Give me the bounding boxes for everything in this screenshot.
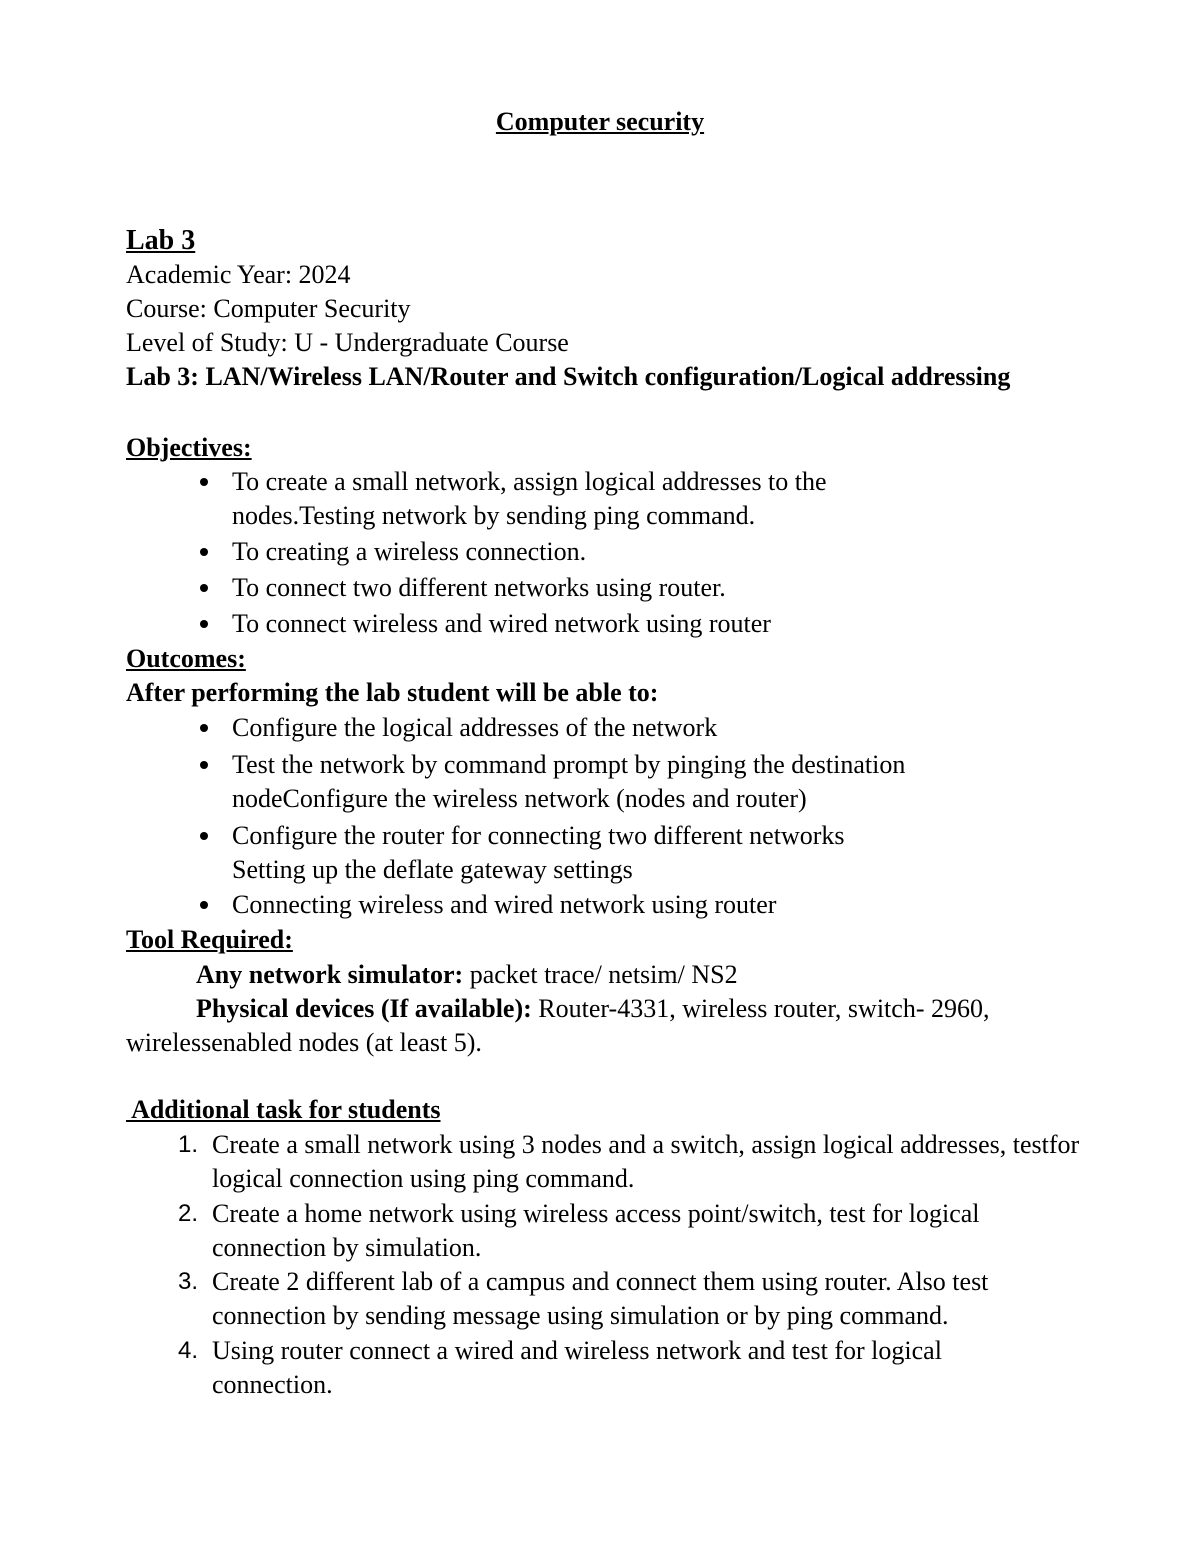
task-4-line-2: connection. — [212, 1370, 333, 1399]
outcome-item-2-line-1: Test the network by command prompt by pinging the destination — [232, 750, 906, 779]
task-1-line-1: Create a small network using 3 nodes and a switch, assign logical addresses, testfor — [212, 1130, 1080, 1159]
task-number: 3. — [178, 1268, 199, 1295]
tools-simulator-line — [196, 958, 738, 992]
objective-item-1-line-2: nodes.Testing network by sending ping command. — [232, 501, 756, 530]
level-of-study: Level of Study: U - Undergraduate Course — [126, 328, 569, 357]
course-line: Course: Computer Security — [126, 294, 411, 323]
task-number: 1. — [178, 1131, 199, 1158]
bullet-icon — [200, 584, 208, 592]
outcomes-intro: After performing the lab student will be able to: — [126, 678, 659, 707]
tools-simulator-value: packet trace/ netsim/ NS2 — [463, 960, 738, 989]
outcome-item-3-line-2: Setting up the deflate gateway settings — [232, 855, 633, 884]
tools-devices-continued: wirelessenabled nodes (at least 5). — [126, 1028, 482, 1057]
bullet-icon — [200, 478, 208, 486]
task-number: 2. — [178, 1200, 199, 1227]
lab-heading: Lab 3 — [126, 225, 196, 256]
task-1-line-2: logical connection using ping command. — [212, 1164, 635, 1193]
tools-simulator-label: Any network simulator: — [196, 960, 464, 989]
tools-devices-label: Physical devices (If available): — [196, 994, 532, 1023]
bullet-icon — [200, 761, 208, 769]
bullet-icon — [200, 901, 208, 909]
bullet-icon — [200, 724, 208, 732]
document-title: Computer security — [495, 107, 705, 136]
task-number: 4. — [178, 1337, 199, 1364]
tools-heading: Tool Required: — [126, 925, 293, 954]
outcome-item-3-line-1: Configure the router for connecting two different networks — [232, 821, 845, 850]
task-4-line-1: Using router connect a wired and wireless network and test for logical — [212, 1336, 942, 1365]
outcome-item-1: Configure the logical addresses of the network — [232, 713, 718, 742]
objective-item-1-line-1: To create a small network, assign logical addresses to the — [232, 467, 827, 496]
bullet-icon — [200, 548, 208, 556]
objective-item-3: To connect two different networks using router. — [232, 573, 726, 602]
additional-heading: Additional task for students — [126, 1095, 441, 1124]
outcome-item-2-line-2: nodeConfigure the wireless network (nodes and router) — [232, 784, 807, 813]
academic-year: Academic Year: 2024 — [126, 260, 351, 289]
task-3-line-2: connection by sending message using simulation or by ping command. — [212, 1301, 949, 1330]
objectives-heading: Objectives: — [126, 433, 252, 462]
bullet-icon — [200, 620, 208, 628]
task-2-line-2: connection by simulation. — [212, 1233, 482, 1262]
bullet-icon — [200, 832, 208, 840]
lab-title: Lab 3: LAN/Wireless LAN/Router and Switch configuration/Logical addressing — [126, 362, 1011, 391]
tools-devices-line — [196, 992, 989, 1026]
outcomes-heading: Outcomes: — [126, 644, 246, 673]
outcome-item-4: Connecting wireless and wired network using router — [232, 890, 777, 919]
objective-item-2: To creating a wireless connection. — [232, 537, 587, 566]
task-2-line-1: Create a home network using wireless access point/switch, test for logical — [212, 1199, 980, 1228]
tools-devices-value: Router-4331, wireless router, switch- 2960, — [531, 994, 990, 1023]
objective-item-4: To connect wireless and wired network using router — [232, 609, 771, 638]
task-3-line-1: Create 2 different lab of a campus and connect them using router. Also test — [212, 1267, 989, 1296]
